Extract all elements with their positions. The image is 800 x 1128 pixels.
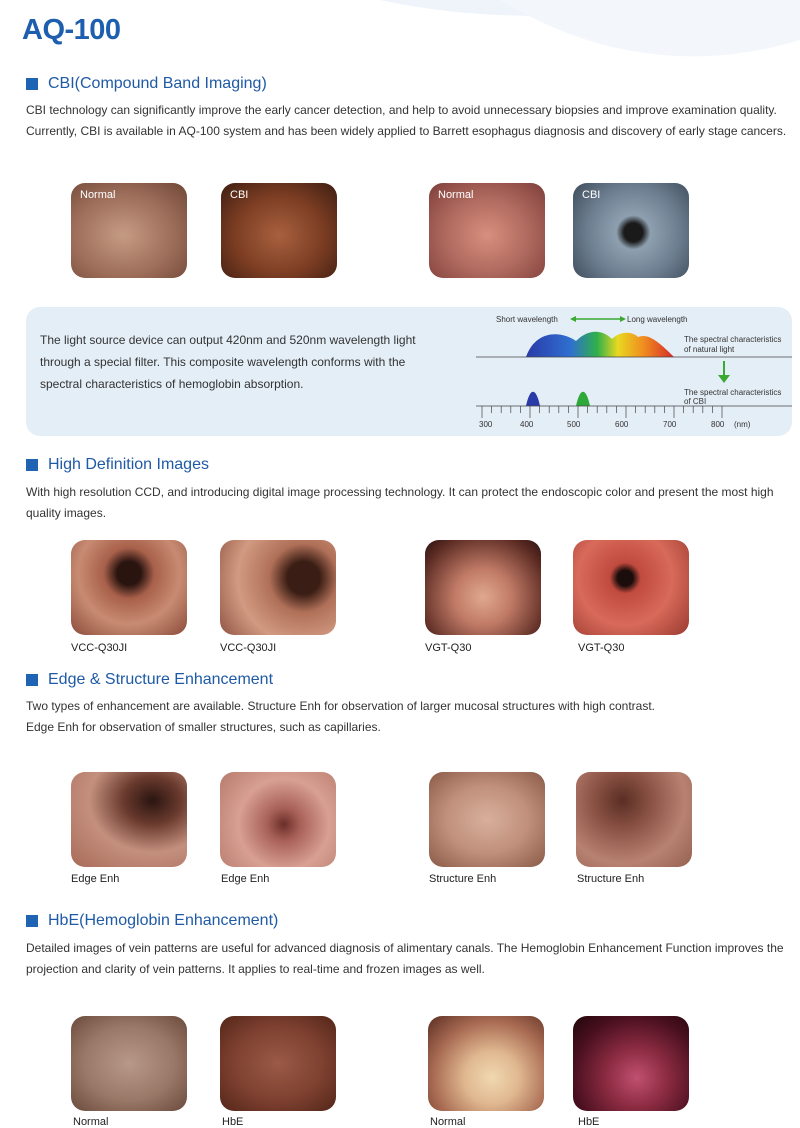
section-heading-hd — [26, 455, 209, 475]
hbe-description: Detailed images of vein patterns are useful for advanced diagnosis of alimentary canals. The Hemoglobin Enhancement Function improves the projection and clarity of vein patterns. It applies to real-time and frozen images as well. — [26, 941, 784, 976]
edge-photo-4 — [576, 772, 692, 867]
hd-caption-3: VGT-Q30 — [425, 642, 472, 654]
cbi-spectrum-label-2: of CBI — [684, 397, 707, 406]
hbe-caption-4: HbE — [578, 1116, 600, 1128]
tick-label: 800 — [711, 420, 725, 429]
cbi-photo-normal-1 — [71, 183, 187, 278]
hbe-heading: HbE(Hemoglobin Enhancement) — [48, 912, 279, 929]
section-heading-hbe — [26, 911, 278, 931]
hd-caption-2: VCC-Q30JI — [220, 642, 277, 654]
peak-420 — [526, 392, 540, 406]
hd-heading: High Definition Images — [48, 456, 209, 473]
cbi-photo-cbi-2 — [573, 183, 689, 278]
edge-photo-1 — [71, 772, 187, 867]
cbi-photo-cbi-1 — [221, 183, 337, 278]
hd-photo-4 — [573, 540, 689, 635]
tick-label: 700 — [663, 420, 677, 429]
cbi-photo-normal-2 — [429, 183, 545, 278]
cbi-info-box — [26, 307, 792, 436]
tick-label: 500 — [567, 420, 581, 429]
double-arrow-icon — [570, 316, 626, 322]
hd-caption-4: VGT-Q30 — [578, 642, 625, 654]
natural-light-label-1: The spectral characteristics — [684, 335, 782, 344]
edge-caption-1: Edge Enh — [71, 873, 120, 885]
hbe-photo-3 — [428, 1016, 544, 1111]
peak-520 — [576, 392, 590, 406]
cbi-heading: CBI(Compound Band Imaging) — [48, 75, 267, 92]
natural-light-spectrum — [526, 332, 674, 357]
square-bullet-icon — [26, 674, 38, 686]
edge-photo-3 — [429, 772, 545, 867]
hd-caption-1: VCC-Q30JI — [71, 642, 128, 654]
cbi-description: CBI technology can significantly improve the early cancer detection, and help to avoid unnecessary biopsies and improve examination quality. Currently, CBI is available in AQ-100 system and has been widely applied to Barrett esophagus diagnosis and discovery of early stage cancers. — [26, 103, 787, 138]
cbi-spectrum-label-1: The spectral characteristics — [684, 388, 782, 397]
photo-label: CBI — [230, 189, 249, 201]
edge-description-1: Two types of enhancement are available. Structure Enh for observation of larger mucosal structures with high contrast. — [26, 699, 655, 713]
down-arrow-icon — [718, 361, 730, 383]
hbe-photo-1 — [71, 1016, 187, 1111]
hd-photo-3 — [425, 540, 541, 635]
hbe-caption-2: HbE — [222, 1116, 244, 1128]
hbe-photo-4 — [573, 1016, 689, 1111]
square-bullet-icon — [26, 915, 38, 927]
page-title: AQ-100 — [22, 14, 121, 46]
photo-label: Normal — [80, 189, 116, 201]
tick-label: 300 — [479, 420, 493, 429]
edge-caption-2: Edge Enh — [221, 873, 270, 885]
hbe-photo-2 — [220, 1016, 336, 1111]
spectrum-diagram — [452, 307, 792, 436]
edge-heading: Edge & Structure Enhancement — [48, 671, 274, 688]
photo-label: Normal — [438, 189, 474, 201]
section-heading-cbi — [26, 74, 267, 94]
axis-ticks — [482, 406, 722, 418]
edge-photo-2 — [220, 772, 336, 867]
unit-label: (nm) — [734, 420, 751, 429]
hbe-caption-3: Normal — [430, 1116, 466, 1128]
hbe-caption-1: Normal — [73, 1116, 109, 1128]
edge-caption-3: Structure Enh — [429, 873, 497, 885]
edge-caption-4: Structure Enh — [577, 873, 645, 885]
tick-label: 600 — [615, 420, 629, 429]
hd-photo-2 — [220, 540, 336, 635]
photo-label: CBI — [582, 189, 601, 201]
long-wavelength-label: Long wavelength — [627, 315, 688, 324]
hd-description: With high resolution CCD, and introducing digital image processing technology. It can protect the endoscopic color and present the most high quality images. — [26, 485, 774, 520]
tick-label: 400 — [520, 420, 534, 429]
edge-description-2: Edge Enh for observation of smaller structures, such as capillaries. — [26, 720, 381, 734]
hd-photo-1 — [71, 540, 187, 635]
square-bullet-icon — [26, 459, 38, 471]
natural-light-label-2: of natural light — [684, 345, 735, 354]
cbi-box-text: The light source device can output 420nm and 520nm wavelength light through a special filter. This composite wavelength conforms with the spectral characteristics of hemoglobin absorption. — [40, 333, 416, 391]
short-wavelength-label: Short wavelength — [496, 315, 558, 324]
section-heading-edge — [26, 670, 273, 690]
square-bullet-icon — [26, 78, 38, 90]
